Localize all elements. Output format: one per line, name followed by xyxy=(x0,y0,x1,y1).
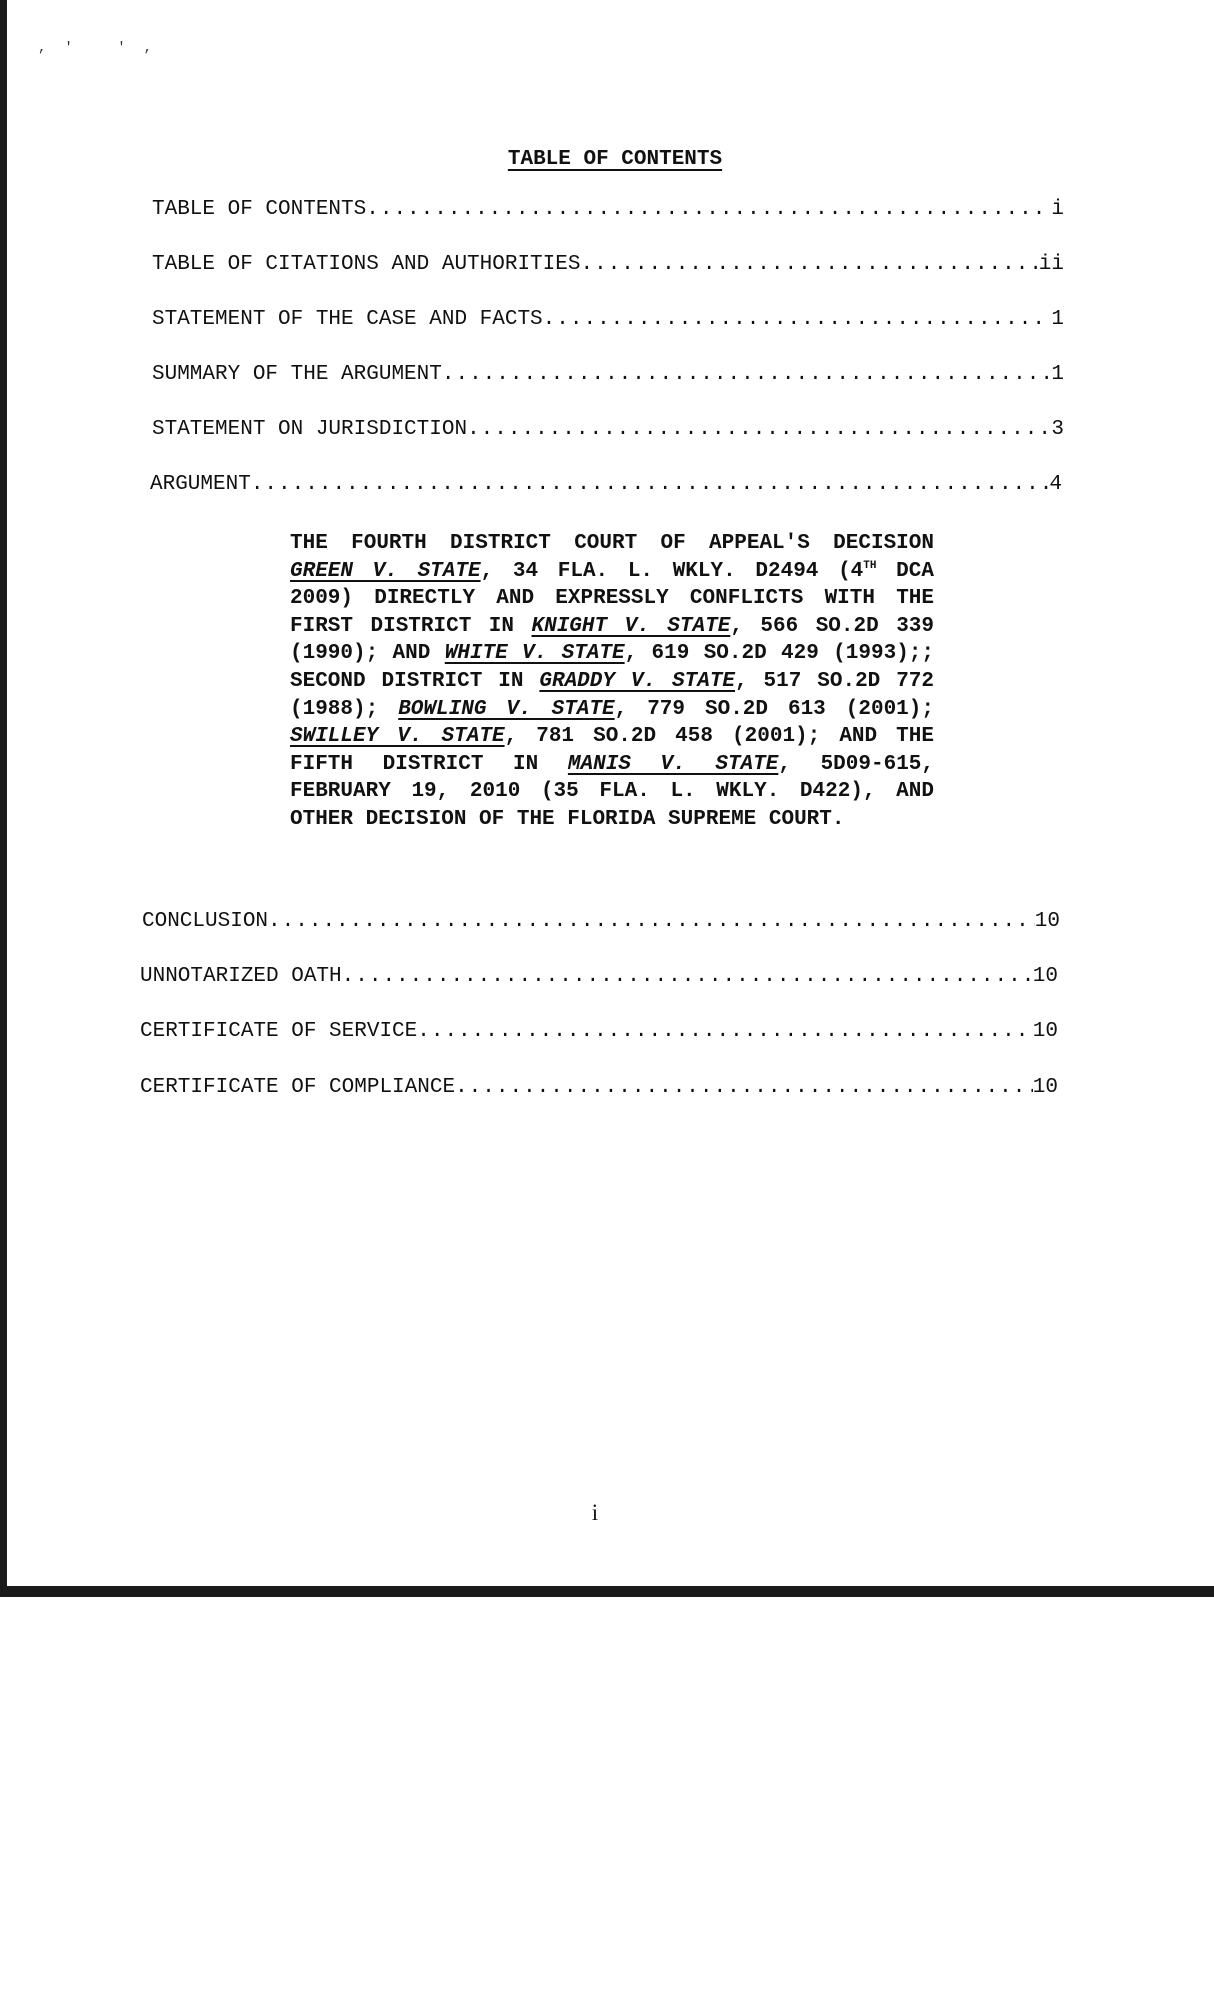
scan-specks: ,' ', xyxy=(38,40,171,56)
toc-entry-page: 10 xyxy=(1034,910,1060,933)
toc-entry-jurisdiction xyxy=(152,418,1064,441)
toc-leader-dots xyxy=(417,1020,1033,1043)
toc-entry-page: 1 xyxy=(1051,308,1064,331)
argument-text: THE FOURTH DISTRICT COURT OF APPEAL'S DECISION xyxy=(290,532,934,555)
case-citation: KNIGHT V. STATE xyxy=(531,614,731,638)
toc-entry-page: 4 xyxy=(1049,473,1062,496)
case-citation: SWILLEY V. STATE xyxy=(290,725,505,749)
toc-entry-label: STATEMENT ON JURISDICTION xyxy=(152,418,468,441)
page-number: i xyxy=(591,1500,599,1525)
toc-entry-label: TABLE OF CONTENTS xyxy=(152,198,367,221)
argument-text: , 566 SO.2D 339 (1990); AND xyxy=(290,614,935,666)
argument-text: , 517 SO.2D 772 (1988); xyxy=(290,669,934,721)
toc-leader-dots xyxy=(342,965,1033,988)
toc-title-text: TABLE OF CONTENTS xyxy=(507,148,723,171)
toc-entry-argument xyxy=(150,473,1062,496)
toc-entry-page: 10 xyxy=(1032,965,1058,988)
toc-entry-label: STATEMENT OF THE CASE AND FACTS xyxy=(152,308,543,331)
toc-leader-dots xyxy=(580,253,1038,276)
toc-entry-label: CERTIFICATE OF COMPLIANCE xyxy=(140,1076,456,1099)
toc-leader-dots xyxy=(467,418,1051,441)
toc-leader-dots xyxy=(442,363,1052,386)
scan-left-edge xyxy=(0,0,7,1596)
toc-entry-label: TABLE OF CITATIONS AND AUTHORITIES xyxy=(152,253,581,276)
toc-entry-label: ARGUMENT xyxy=(150,473,251,496)
toc-entry-page: i xyxy=(1051,198,1064,221)
argument-text: , 781 SO.2D 458 (2001); AND THE FIFTH DISTRICT IN xyxy=(290,725,934,776)
toc-entry-service xyxy=(140,1020,1058,1043)
scan-bottom-edge xyxy=(0,1586,1214,1597)
argument-heading xyxy=(290,530,934,834)
toc-entry-page: 10 xyxy=(1032,1076,1058,1099)
case-citation: WHITE V. STATE xyxy=(444,642,625,666)
toc-entry-citations xyxy=(152,253,1064,276)
toc-entry-page: ii xyxy=(1038,253,1064,276)
toc-title xyxy=(0,148,1214,171)
toc-entry-conclusion xyxy=(142,910,1060,933)
case-citation: GRADDY V. STATE xyxy=(539,669,736,693)
toc-leader-dots xyxy=(251,473,1050,496)
toc-entry-page: 3 xyxy=(1051,418,1064,441)
case-citation: BOWLING V. STATE xyxy=(398,697,615,721)
toc-entry-page: 1 xyxy=(1051,363,1064,386)
toc-entry-label: SUMMARY OF THE ARGUMENT xyxy=(152,363,442,386)
case-citation: GREEN V. STATE xyxy=(290,559,481,583)
toc-entry-label: CONCLUSION xyxy=(142,910,269,933)
toc-entry-page: 10 xyxy=(1032,1020,1058,1043)
toc-entry-oath xyxy=(140,965,1058,988)
toc-leader-dots xyxy=(268,910,1035,933)
argument-text: , 5D09-615, FEBRUARY 19, 2010 (35 FLA. L. WKLY. D422), AND OTHER DECISION OF THE FLORIDA SUPREME COURT. xyxy=(290,752,934,831)
case-citation: MANIS V. STATE xyxy=(567,752,779,776)
toc-leader-dots xyxy=(543,308,1052,331)
ordinal-superscript: TH xyxy=(863,559,877,572)
toc-entry-summary xyxy=(152,363,1064,386)
toc-leader-dots xyxy=(455,1076,1033,1099)
toc-entry-statement-case xyxy=(152,308,1064,331)
argument-text: , 779 SO.2D 613 (2001); xyxy=(614,697,934,721)
toc-entry-compliance xyxy=(140,1076,1058,1099)
argument-text: , 619 SO.2D 429 (1993);; SECOND DISTRICT IN xyxy=(290,642,934,693)
argument-text: , 34 FLA. L. WKLY. D2494 (4 xyxy=(480,559,864,583)
toc-entry-label: UNNOTARIZED OATH xyxy=(140,965,342,988)
toc-entry-label: CERTIFICATE OF SERVICE xyxy=(140,1020,418,1043)
toc-entry-table-of-contents xyxy=(152,198,1064,221)
argument-text: DCA 2009) DIRECTLY AND EXPRESSLY CONFLICTS WITH THE FIRST DISTRICT IN xyxy=(290,559,934,638)
toc-leader-dots xyxy=(366,198,1051,221)
